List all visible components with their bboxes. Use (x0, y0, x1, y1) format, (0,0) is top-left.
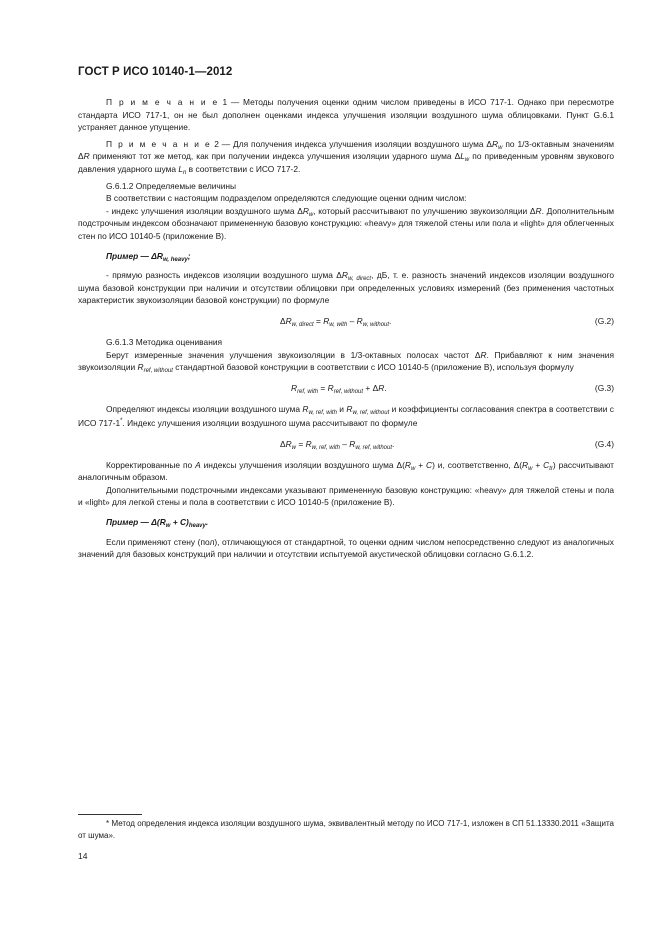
note-2-label: П р и м е ч а н и е (106, 138, 212, 149)
formula-g4-expression: $\Delta R_w = R_{w, ref, with} - R_{w, ref, without}$. (280, 438, 395, 451)
section-g612-title: G.6.1.2 Определяемые величины (106, 180, 237, 191)
footnote-marker: * (120, 418, 123, 425)
page-number: 14 (78, 851, 88, 861)
footnote: * Метод определения индекса изоляции воздушного шума, эквивалентный методу по ИСО 717-1, изложен в СП 51.13330.2011 «Защита от шума». (78, 819, 614, 840)
page-content (78, 96, 614, 561)
formula-g4 (78, 438, 614, 451)
note-2: П р и м е ч а н и е 2 — Для получения индекса улучшения изоляции воздушного шума $\Delta R_w$ по 1/3-октавным значениям ΔR применяют тот же метод, как при получении индекса улучшения изоляции ударного шума $\Delta L_w$ по приведенным уровням звукового давления ударного шума $L_n$ в соответствии с ИСО 717-2. (78, 138, 614, 176)
note-1-text: 1 — Методы получения оценки одним числом приведены в ИСО 717-1. Однако при пересмотре стандарта ИСО 717-1, он не был дополнен оценками индекса улучшения изоляции воздушного шума облицовками. Пункт G.6.1 устраняет данное упущение. (78, 97, 614, 133)
note-1-label: П р и м е ч а н и е (106, 97, 219, 107)
formula-g2 (78, 315, 614, 328)
final-paragraph: Если применяют стену (пол), отличающуюся от стандартной, то оценки одним числом непосредственно следуют из аналогичных значений для базовых конструкций при наличии и отсутствии испытуемой акустической облицовки согласно G.6.1.2. (78, 536, 614, 560)
note-1 (78, 96, 614, 134)
formula-g2-number: (G.2) (594, 315, 614, 326)
document-header: ГОСТ Р ИСО 10140-1—2012 (78, 66, 233, 78)
example-1 (78, 250, 614, 263)
formula-g3-number: (G.3) (594, 382, 614, 393)
formula-g2-expression: $\Delta R_{w, direct} = R_{w, with} - R_{w, without}$. (280, 315, 392, 328)
example-2 (78, 516, 614, 529)
corrected-paragraph: Корректированные по A индексы улучшения изоляции воздушного шума $\Delta(R_w + C)$ и, соответственно, $\Delta(R_w + C_{tr})$ рассчитывают аналогичным образом. (78, 459, 615, 483)
example-2-formula: $\Delta(R_w + C)_{heavy}$. (151, 517, 209, 530)
additional-paragraph: Дополнительными подстрочными индексами указывают примененную базовую конструкцию: «heavy» для тяжелой стены и пола и «light» для легкой стены и пола в соответствии с ИСО 10140-5 (приложение В). (78, 484, 614, 508)
formula-g3 (78, 382, 614, 395)
method-paragraph: Берут измеренные значения улучшения звукоизоляции в 1/3-октавных полосах частот ΔR. Прибавляют к ним значения звукоизоляции $R_{ref, without}$ стандартной базовой конструкции в соответствии с ИСО 10140-5 (приложение В), используя формулу (78, 349, 614, 375)
example-2-label: Пример — (106, 517, 149, 528)
formula-g4-number: (G.4) (594, 438, 614, 449)
section-g613-title: G.6.1.3 Методика оценивания (106, 336, 223, 347)
determine-paragraph: Определяют индексы изоляции воздушного шума $R_{w, ref, with}$ и $R_{w, ref, without}$ и коэффициенты согласования спектра в соответствии с ИСО 717-1*. Индекс улучшения изоляции воздушного шума рассчитывают по формуле (78, 403, 614, 429)
difference-paragraph: - прямую разность индексов изоляции воздушного шума $\Delta R_{w, direct}$, дБ, т. е. разность значений индексов изоляции воздушного шума базовой конструкции при наличии и отсутствии облицовки при определенных условиях измерений (без применения частотных характеристик звукоизоляции базовой конструкции) по формуле (78, 270, 615, 306)
example-1-formula: $\Delta R_{w, heavy}$; (151, 250, 191, 263)
footnote-divider (78, 814, 142, 815)
formula-g3-expression: $R_{ref, with} = R_{ref, without} + \Delta R$. (291, 382, 387, 395)
example-1-label: Пример — (106, 250, 149, 261)
intro-paragraph: В соответствии с настоящим подразделом определяются следующие оценки одним числом: (106, 193, 467, 204)
index-paragraph: - индекс улучшения изоляции воздушного шума $\Delta R_w$, который рассчитывают по улучшению звукоизоляции ΔR. Дополнительным подстрочным индексом обозначают примененную базовую конструкцию: «heavy» для тяжелой стены или пола и «light» для облегченных стен по ИСО 10140-5 (приложение В). (78, 205, 614, 241)
